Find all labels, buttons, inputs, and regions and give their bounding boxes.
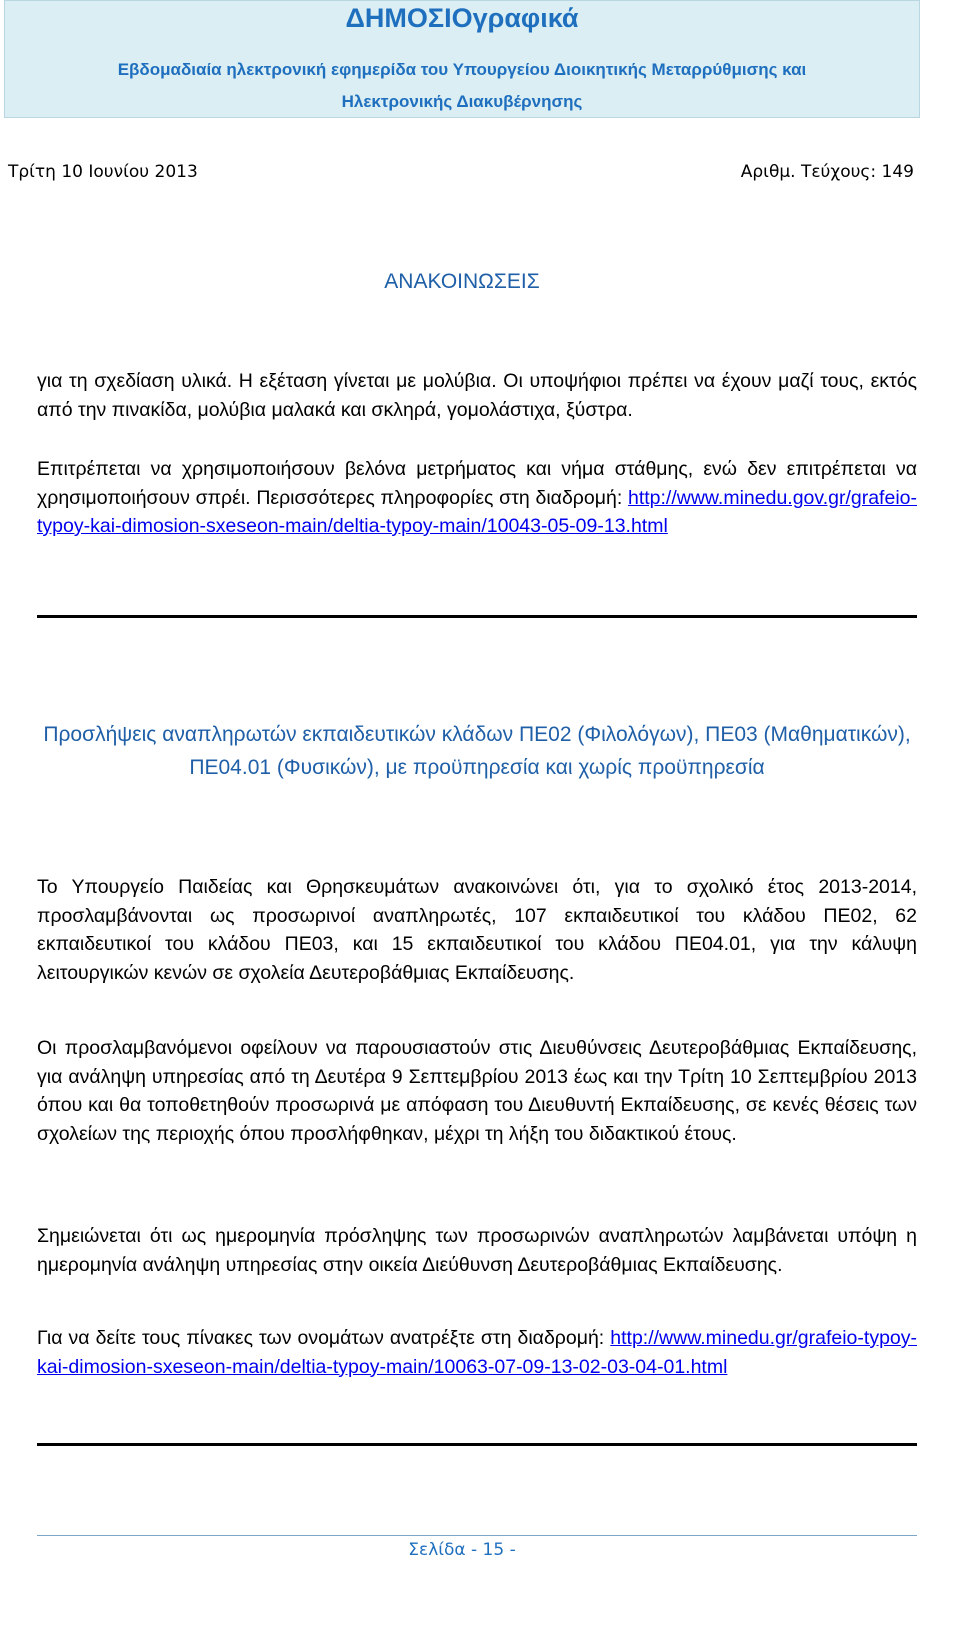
issue-number: Αριθμ. Τεύχους: 149: [740, 162, 914, 182]
divider: [37, 615, 917, 618]
article-paragraph-3: Σημειώνεται ότι ως ημερομηνία πρόσληψης των προσωρινών αναπληρωτών λαμβάνεται υπόψη η ημερομηνία ανάληψη υπηρεσίας στην οικεία Διεύθυνση Δευτεροβάθμιας Εκπαίδευσης.: [37, 1225, 917, 1276]
page-number: Σελίδα - 15 -: [408, 1540, 516, 1560]
article-link[interactable]: http://www.minedu.gr/grafeio-typoy-kai-dimosion-sxeseon-main/deltia-typoy-main/10063-07-09-13-02-03-04-01.html: [37, 1327, 917, 1378]
previous-article-link[interactable]: http://www.minedu.gov.gr/grafeio-typoy-kai-dimosion-sxeseon-main/deltia-typoy-main/10043-05-09-13.html: [37, 486, 917, 537]
article-paragraph-4: [37, 1324, 917, 1381]
article-paragraph-1: Το Υπουργείο Παιδείας και Θρησκευμάτων ανακοινώνει ότι, για το σχολικό έτος 2013-2014, προσλαμβάνονται ως προσωρινοί αναπληρωτές, 107 εκπαιδευτικοί του κλάδου ΠΕ02, 62 εκπαιδευτικοί του κλάδου ΠΕ03, και 15 εκπαιδευτικοί του κλάδου ΠΕ04.01, για την κάλυψη λειτουργικών κενών σε σχολεία Δευτεροβάθμιας Εκπαίδευσης.: [37, 876, 917, 984]
issue-date: Τρίτη 10 Ιουνίου 2013: [8, 162, 198, 182]
article-paragraph-4-text: Για να δείτε τους πίνακες των ονομάτων ανατρέξτε στη διαδρομή:: [37, 1327, 611, 1349]
masthead-subtitle: [25, 54, 899, 118]
masthead-subtitle-line1: Εβδομαδιαία ηλεκτρονική εφημερίδα του Υπουργείου Διοικητικής Μεταρρύθμισης και: [117, 60, 807, 79]
article-paragraph-2: Οι προσλαμβανόμενοι οφείλουν να παρουσιαστούν στις Διευθύνσεις Δευτεροβάθμιας Εκπαίδευσης, για ανάληψη υπηρεσίας από τη Δευτέρα 9 Σεπτεμβρίου 2013 έως και την Τρίτη 10 Σεπτεμβρίου 2013 όπου και θα τοποθετηθούν προσωρινά με απόφαση του Διευθυντή Εκπαίδευσης, σε κενές θέσεις των σχολείων της περιοχής όπου προσλήφθηκαν, μέχρι τη λήξη του διδακτικού έτους.: [37, 1037, 917, 1145]
footer-divider: [37, 1535, 917, 1536]
article-headline: Προσλήψεις αναπληρωτών εκπαιδευτικών κλάδων ΠΕ02 (Φιλολόγων), ΠΕ03 (Μαθηματικών), ΠΕ04.01 (Φυσικών), με προϋπηρεσία και χωρίς προϋπηρεσία: [43, 723, 911, 779]
masthead-title: ΔΗΜΟΣΙΟγραφικά: [345, 3, 579, 33]
masthead: [4, 0, 920, 118]
masthead-subtitle-line2: Ηλεκτρονικής Διακυβέρνησης: [341, 92, 583, 111]
section-title: ΑΝΑΚΟΙΝΩΣΕΙΣ: [384, 270, 540, 293]
previous-article-paragraph-1: για τη σχεδίαση υλικά. Η εξέταση γίνεται με μολύβια. Οι υποψήφιοι πρέπει να έχουν μαζί τους, εκτός από την πινακίδα, μολύβια μαλακά και σκληρά, γομολάστιχα, ξύστρα.: [37, 370, 917, 421]
divider: [37, 1443, 917, 1446]
previous-article-paragraph-2: [37, 455, 917, 541]
previous-article-text: Επιτρέπεται να χρησιμοποιήσουν βελόνα μετρήματος και νήμα στάθμης, ενώ δεν επιτρέπεται να χρησιμοποιήσουν σπρέι. Περισσότερες πληροφορίες στη διαδρομή:: [37, 458, 917, 509]
